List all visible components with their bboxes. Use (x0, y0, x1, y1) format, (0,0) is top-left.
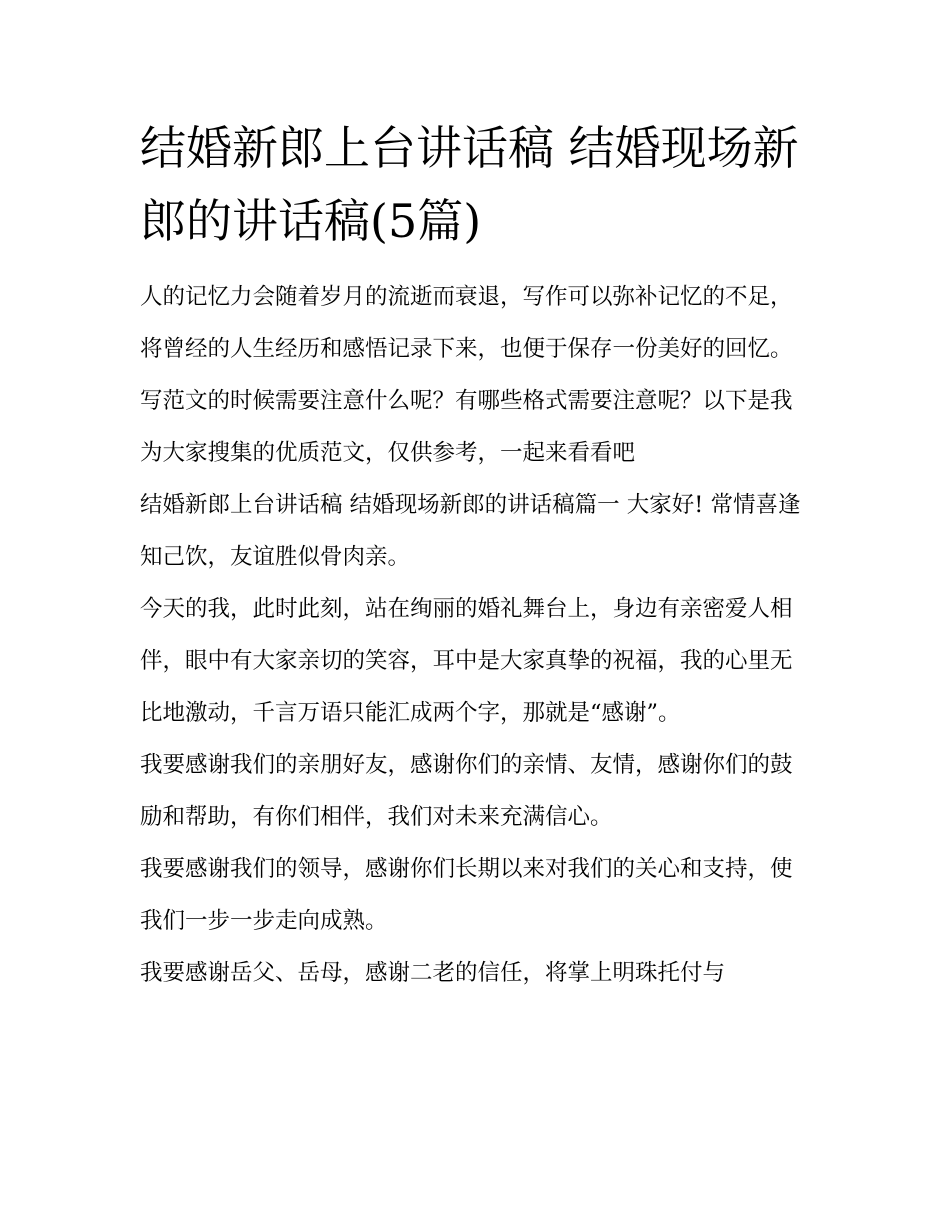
paragraph-today: 今天的我，此时此刻，站在绚丽的婚礼舞台上，身边有亲密爱人相伴，眼中有大家亲切的笑容，耳中是大家真挚的祝福，我的心里无比地激动，千言万语只能汇成两个字，那就是“感谢”。 (140, 596, 793, 726)
document-page (140, 112, 812, 999)
paragraph-intro: 人的记忆力会随着岁月的流逝而衰退，写作可以弥补记忆的不足，将曾经的人生经历和感悟记录下来，也便于保存一份美好的回忆。写范文的时候需要注意什么呢？有哪些格式需要注意呢？以下是我为大家搜集的优质范文，仅供参考，一起来看看吧 (140, 284, 793, 466)
document-body (140, 271, 812, 999)
paragraph-thanks-friends: 我要感谢我们的亲朋好友，感谢你们的亲情、友情，感谢你们的鼓励和帮助，有你们相伴，我们对未来充满信心。 (140, 752, 793, 830)
paragraph-greeting: 结婚新郎上台讲话稿 结婚现场新郎的讲话稿篇一 大家好! 常情喜逢知己饮，友谊胜似骨肉亲。 (140, 492, 801, 570)
document-title: 结婚新郎上台讲话稿 结婚现场新郎的讲话稿(5篇) (140, 121, 799, 248)
paragraph-thanks-parents: 我要感谢岳父、岳母，感谢二老的信任，将掌上明珠托付与 (140, 960, 726, 986)
paragraph-thanks-leaders: 我要感谢我们的领导，感谢你们长期以来对我们的关心和支持，使我们一步一步走向成熟。 (140, 856, 793, 934)
